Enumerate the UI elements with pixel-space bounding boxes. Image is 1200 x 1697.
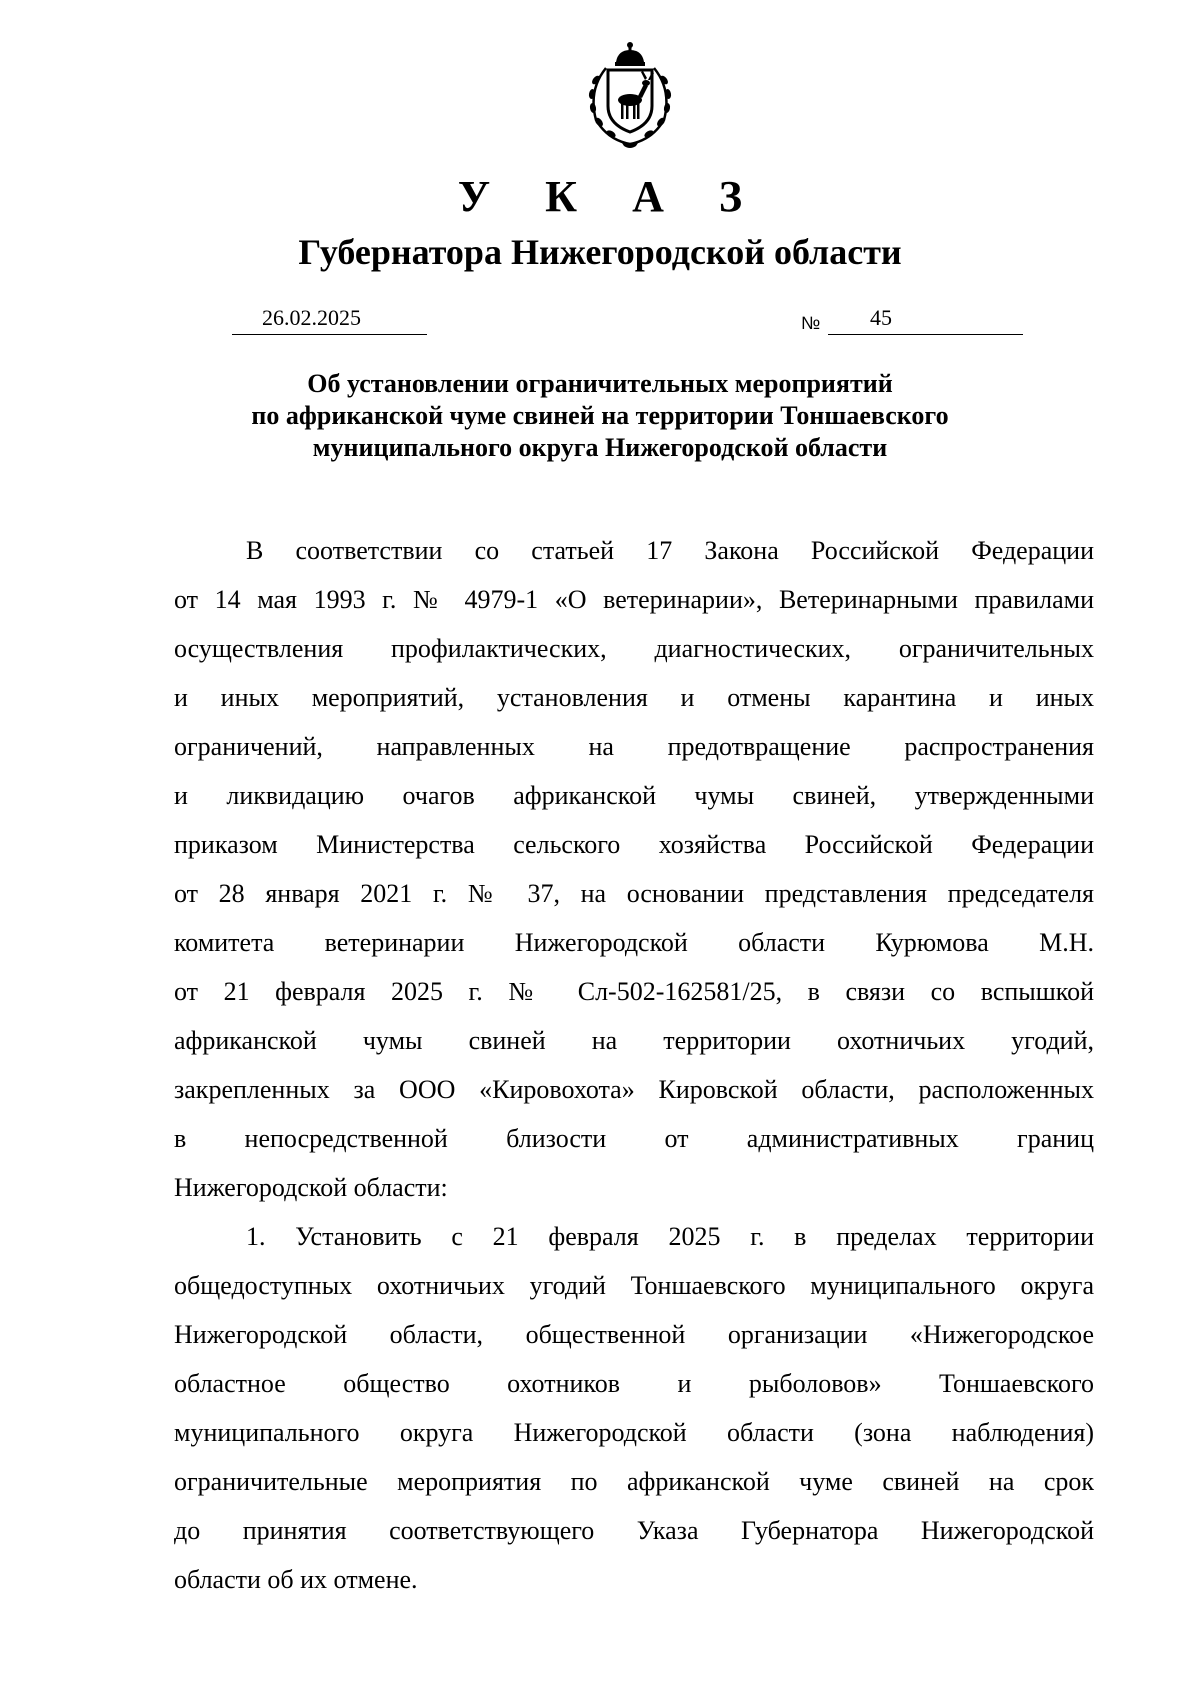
body-line: В соответствии со статьей 17 Закона Российской Федерации [246, 536, 1094, 565]
heading-line: по африканской чуме свиней на территории Тоншаевского [251, 401, 949, 430]
body-line: и иных мероприятий, установления и отмены карантина и иных [174, 683, 1094, 712]
body-line: ограничительные мероприятия по африканской чуме свиней на срок [174, 1467, 1094, 1496]
body-line: Нижегородской области, общественной организации «Нижегородское [174, 1320, 1094, 1349]
body-line: от 14 мая 1993 г. № 4979-1 «О ветеринарии», Ветеринарными правилами [174, 585, 1094, 614]
body-line: африканской чумы свиней на территории охотничьих угодий, [174, 1026, 1094, 1055]
body-line: комитета ветеринарии Нижегородской области Курюмова М.Н. [174, 928, 1094, 957]
heading-line: Об установлении ограничительных мероприятий [307, 369, 893, 398]
body-line: общедоступных охотничьих угодий Тоншаевского муниципального округа [174, 1271, 1094, 1300]
number-label: № [801, 313, 821, 333]
number-value: 45 [870, 305, 892, 330]
body-line: и ликвидацию очагов африканской чумы свиней, утвержденными [174, 781, 1094, 810]
body-line: осуществления профилактических, диагностических, ограничительных [174, 634, 1094, 663]
date-field [232, 304, 427, 335]
body-line: от 21 февраля 2025 г. № Сл-502-162581/25, в связи со вспышкой [174, 977, 1094, 1006]
body-line: Нижегородской области: [174, 1173, 448, 1202]
body-line: муниципального округа Нижегородской области (зона наблюдения) [174, 1418, 1094, 1447]
document-body [174, 526, 1094, 1604]
document-heading [150, 368, 1050, 464]
body-line: закрепленных за ООО «Кировохота» Кировской области, расположенных [174, 1075, 1094, 1104]
body-line: области об их отмене. [174, 1565, 418, 1594]
body-line: ограничений, направленных на предотвращение распространения [174, 732, 1094, 761]
number-field [828, 304, 1023, 335]
body-line: 1. Установить с 21 февраля 2025 г. в пределах территории [246, 1222, 1094, 1251]
heading-line: муниципального округа Нижегородской области [312, 433, 888, 462]
document-subtitle: Губернатора Нижегородской области [298, 232, 902, 272]
date-value: 26.02.2025 [262, 305, 361, 330]
body-line: в непосредственной близости от административных границ [174, 1124, 1094, 1153]
document-title: У К А З [457, 172, 765, 221]
body-line: приказом Министерства сельского хозяйства Российской Федерации [174, 830, 1094, 859]
coat-of-arms-emblem [566, 40, 694, 150]
body-line: от 28 января 2021 г. № 37, на основании представления председателя [174, 879, 1094, 908]
body-line: до принятия соответствующего Указа Губернатора Нижегородской [174, 1516, 1094, 1545]
body-line: областное общество охотников и рыболовов» Тоншаевского [174, 1369, 1094, 1398]
